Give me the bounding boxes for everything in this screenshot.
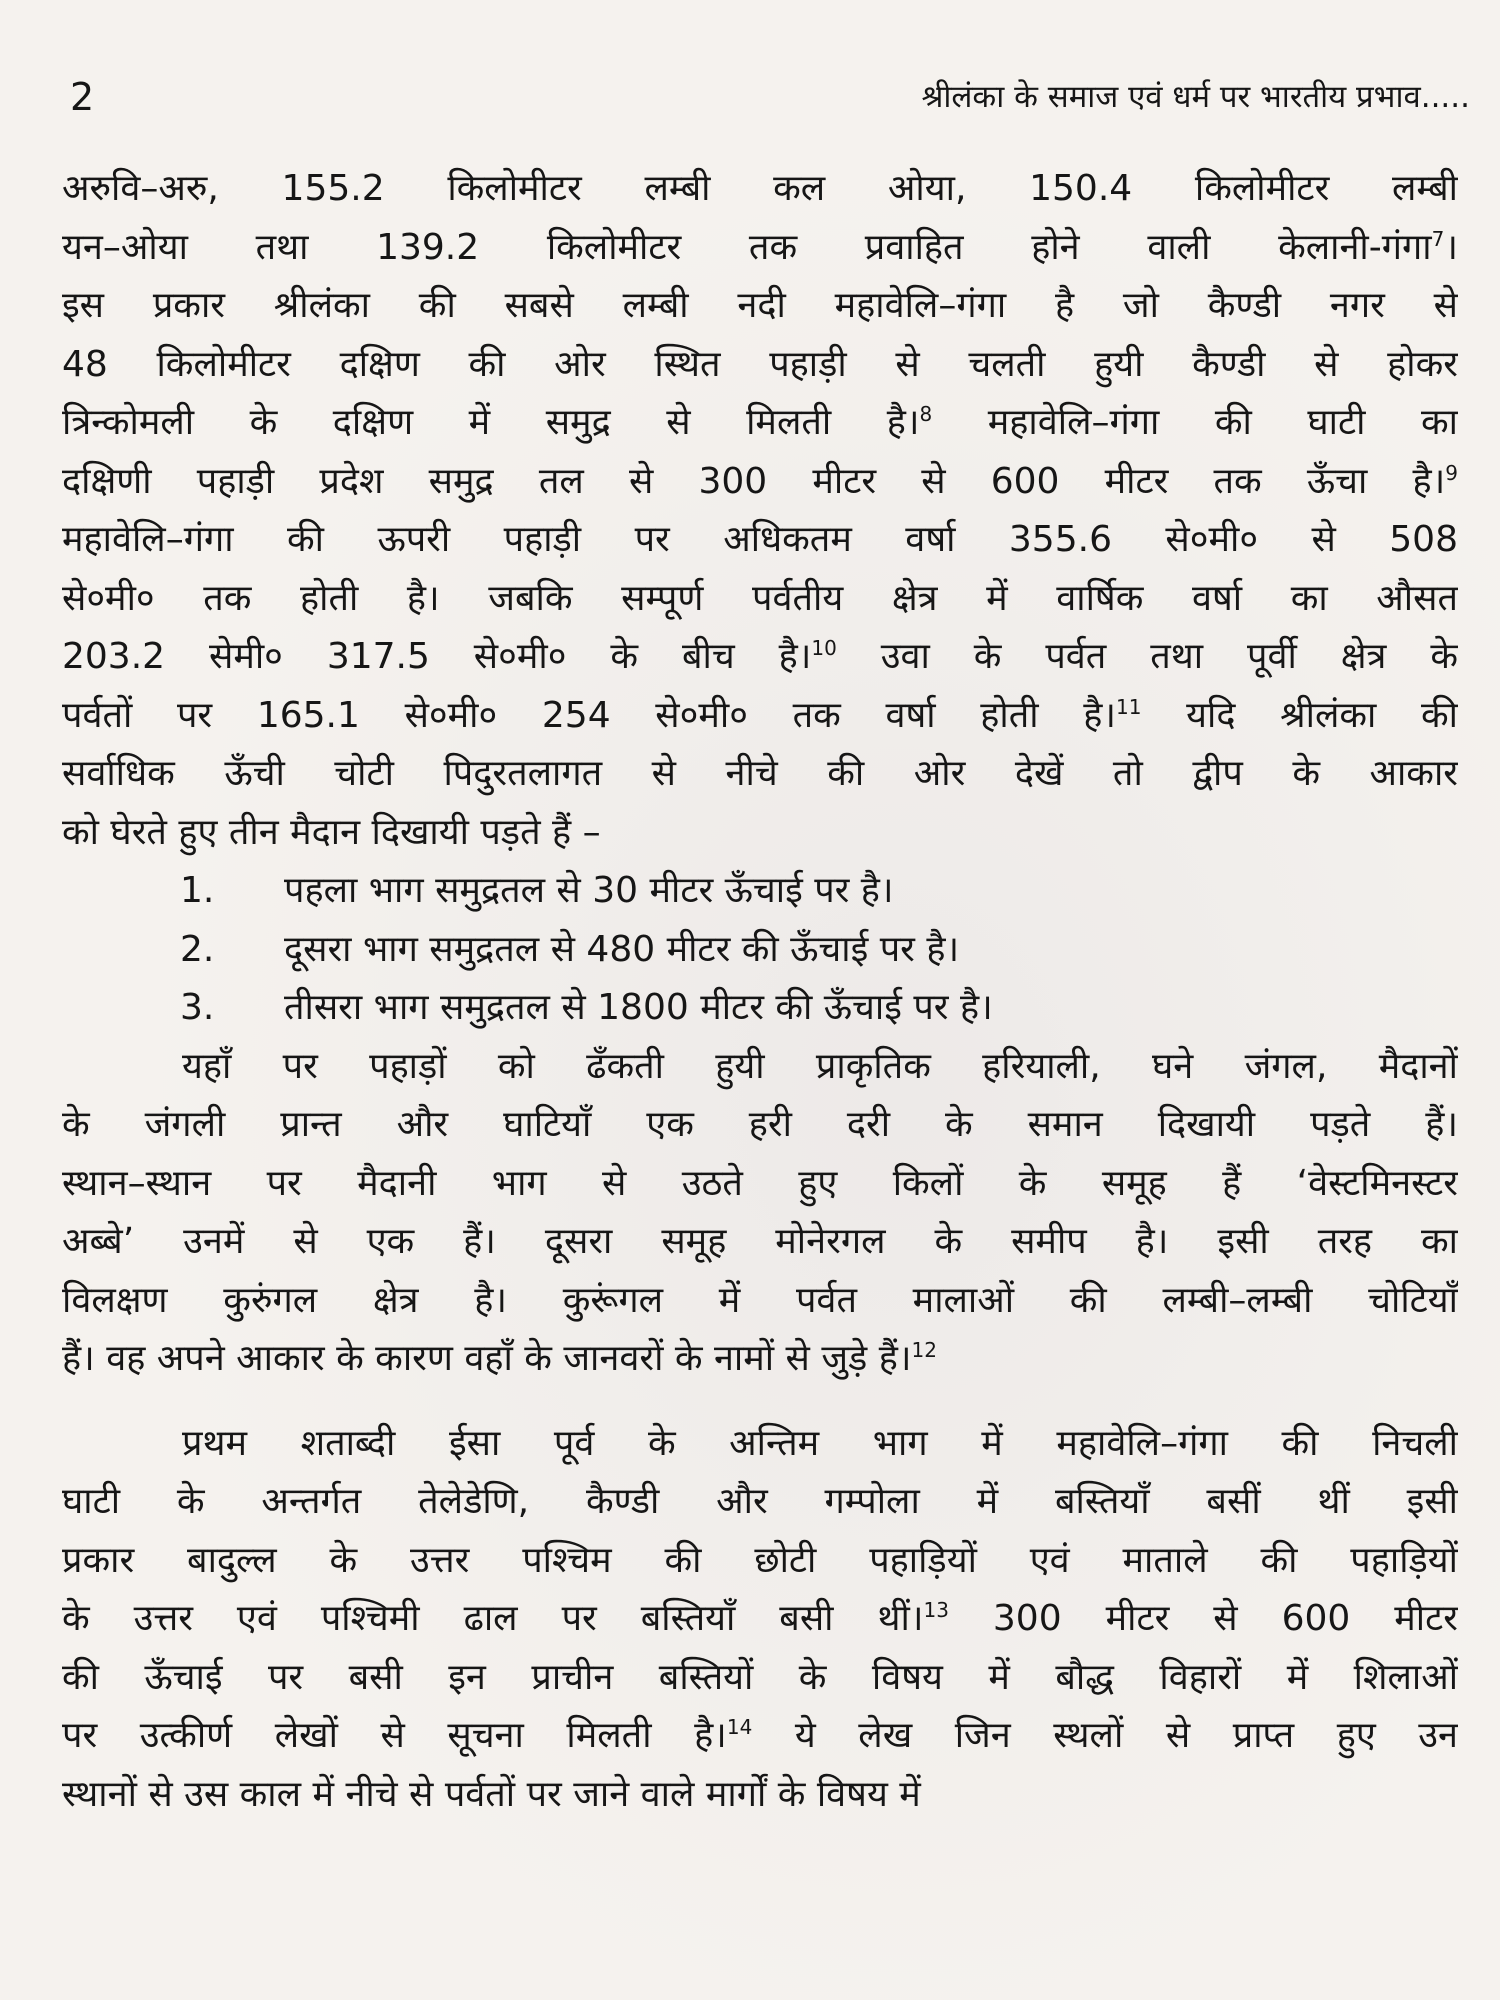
line-text: के उत्तर एवं पश्चिमी ढाल पर बस्तियाँ बसी थीं। bbox=[62, 1598, 924, 1639]
line-text: महावेलि–गंगा की ऊपरी पहाड़ी पर अधिकतम वर्षा 355.6 से०मी० से 508 bbox=[62, 519, 1458, 560]
footnote-marker: 12 bbox=[911, 1338, 937, 1362]
list-number: 1. bbox=[180, 870, 215, 911]
line-text-continued: महावेलि–गंगा की घाटी का bbox=[932, 402, 1458, 443]
page-header bbox=[70, 72, 1470, 122]
footnote-marker: 7 bbox=[1431, 226, 1445, 251]
text-line bbox=[62, 1038, 1458, 1097]
line-text: यहाँ पर पहाड़ों को ढँकती हुयी प्राकृतिक हरियाली, घने जंगल, मैदानों bbox=[182, 1045, 1458, 1087]
line-text: त्रिन्कोमली के दक्षिण में समुद्र से मिलती है। bbox=[62, 402, 920, 443]
footnote-marker: 9 bbox=[1445, 460, 1458, 485]
line-text: स्थानों से उस काल में नीचे से पर्वतों पर जाने वाले मार्गों के विषय में bbox=[62, 1773, 921, 1815]
body-text bbox=[62, 160, 1458, 1824]
line-text: पर उत्कीर्ण लेखों से सूचना मिलती है। bbox=[62, 1715, 727, 1756]
line-text: को घेरते हुए तीन मैदान दिखायी पड़ते हैं – bbox=[62, 811, 601, 853]
line-text: से०मी० तक होती है। जबकि सम्पूर्ण पर्वतीय क्षेत्र में वार्षिक वर्षा का औसत bbox=[62, 577, 1458, 619]
footnote-marker: 13 bbox=[923, 1598, 949, 1622]
line-text: सर्वाधिक ऊँची चोटी पिदुरतलागत से नीचे की ओर देखें तो द्वीप के आकार bbox=[62, 753, 1458, 794]
paragraph-1 bbox=[62, 160, 1458, 862]
text-line bbox=[62, 1766, 1458, 1825]
page-number: 2 bbox=[70, 75, 95, 119]
text-line bbox=[62, 1155, 1458, 1214]
text-line bbox=[62, 336, 1458, 395]
text-line bbox=[62, 219, 1458, 278]
text-line bbox=[62, 277, 1458, 336]
list-text: तीसरा भाग समुद्रतल से 1800 मीटर की ऊँचाई पर है। bbox=[284, 987, 993, 1028]
text-line bbox=[62, 511, 1458, 570]
list-item bbox=[62, 862, 1458, 921]
line-text: हैं। वह अपने आकार के कारण वहाँ के जानवरों के नामों से जुड़े हैं। bbox=[62, 1338, 912, 1379]
line-text-continued: । bbox=[1444, 226, 1458, 268]
line-text: यन–ओया तथा 139.2 किलोमीटर तक प्रवाहित होने वाली केलानी-गंगा bbox=[62, 226, 1432, 268]
line-text: इस प्रकार श्रीलंका की सबसे लम्बी नदी महावेलि–गंगा है जो कैण्डी नगर से bbox=[62, 285, 1458, 326]
text-line bbox=[62, 570, 1458, 629]
list-text: दूसरा भाग समुद्रतल से 480 मीटर की ऊँचाई पर है। bbox=[284, 928, 960, 970]
line-text: प्रथम शताब्दी ईसा पूर्व के अन्तिम भाग में महावेलि–गंगा की निचली bbox=[182, 1422, 1458, 1464]
line-text: पर्वतों पर 165.1 से०मी० 254 से०मी० तक वर्षा होती है। bbox=[62, 694, 1116, 736]
text-line bbox=[62, 1590, 1458, 1649]
line-text: स्थान–स्थान पर मैदानी भाग से उठते हुए किलों के समूह हैं ‘वेस्टमिनस्टर bbox=[62, 1162, 1458, 1204]
line-text: अरुवि–अरु, 155.2 किलोमीटर लम्बी कल ओया, 150.4 किलोमीटर लम्बी bbox=[62, 168, 1458, 209]
text-line bbox=[62, 1213, 1458, 1272]
text-line bbox=[62, 1096, 1458, 1155]
line-text: दक्षिणी पहाड़ी प्रदेश समुद्र तल से 300 मीटर से 600 मीटर तक ऊँचा है। bbox=[62, 460, 1446, 502]
line-text: विलक्षण कुरुंगल क्षेत्र है। कुरूंगल में पर्वत मालाओं की लम्बी–लम्बी चोटियाँ bbox=[62, 1279, 1458, 1321]
line-text-continued: 300 मीटर से 600 मीटर bbox=[948, 1598, 1458, 1639]
footnote-marker: 11 bbox=[1116, 694, 1142, 719]
running-title: श्रीलंका के समाज एवं धर्म पर भारतीय प्रभाव..... bbox=[921, 79, 1470, 115]
line-text: प्रकार बादुल्ल के उत्तर पश्चिम की छोटी पहाड़ियों एवं माताले की पहाड़ियों bbox=[62, 1539, 1458, 1581]
text-line bbox=[62, 1415, 1458, 1474]
text-line bbox=[62, 1707, 1458, 1766]
line-text-continued: उवा के पर्वत तथा पूर्वी क्षेत्र के bbox=[836, 636, 1458, 677]
elevation-list bbox=[62, 862, 1458, 1038]
footnote-marker: 10 bbox=[811, 636, 837, 660]
text-line bbox=[62, 1473, 1458, 1532]
text-line bbox=[62, 1272, 1458, 1331]
text-line bbox=[62, 1532, 1458, 1591]
text-line bbox=[62, 687, 1458, 746]
line-text: घाटी के अन्तर्गत तेलेडेणि, कैण्डी और गम्पोला में बस्तियाँ बसीं थीं इसी bbox=[62, 1481, 1458, 1522]
text-line bbox=[62, 628, 1458, 687]
line-text: अब्बे’ उनमें से एक हैं। दूसरा समूह मोनेरगल के समीप है। इसी तरह का bbox=[62, 1221, 1458, 1262]
line-text: की ऊँचाई पर बसी इन प्राचीन बस्तियों के विषय में बौद्ध विहारों में शिलाओं bbox=[62, 1656, 1458, 1698]
list-item bbox=[62, 979, 1458, 1038]
list-item bbox=[62, 921, 1458, 980]
paragraph-3 bbox=[62, 1415, 1458, 1825]
text-line bbox=[62, 1330, 1458, 1389]
line-text: 203.2 सेमी० 317.5 से०मी० के बीच है। bbox=[62, 636, 812, 677]
paragraph-2 bbox=[62, 1038, 1458, 1389]
line-text: 48 किलोमीटर दक्षिण की ओर स्थित पहाड़ी से चलती हुयी कैण्डी से होकर bbox=[62, 343, 1458, 385]
text-line bbox=[62, 804, 1458, 863]
text-line bbox=[62, 1649, 1458, 1708]
text-line bbox=[62, 745, 1458, 804]
list-text: पहला भाग समुद्रतल से 30 मीटर ऊँचाई पर है। bbox=[284, 870, 894, 911]
footnote-marker: 14 bbox=[726, 1715, 753, 1739]
list-number: 3. bbox=[180, 987, 215, 1028]
line-text-continued: यदि श्रीलंका की bbox=[1141, 694, 1458, 736]
text-line bbox=[62, 394, 1458, 453]
list-number: 2. bbox=[180, 928, 215, 970]
text-line bbox=[62, 453, 1458, 512]
text-line bbox=[62, 160, 1458, 219]
line-text-continued: ये लेख जिन स्थलों से प्राप्त हुए उन bbox=[752, 1715, 1458, 1756]
line-text: के जंगली प्रान्त और घाटियाँ एक हरी दरी के समान दिखायी पड़ते हैं। bbox=[62, 1104, 1458, 1145]
footnote-marker: 8 bbox=[919, 402, 933, 426]
